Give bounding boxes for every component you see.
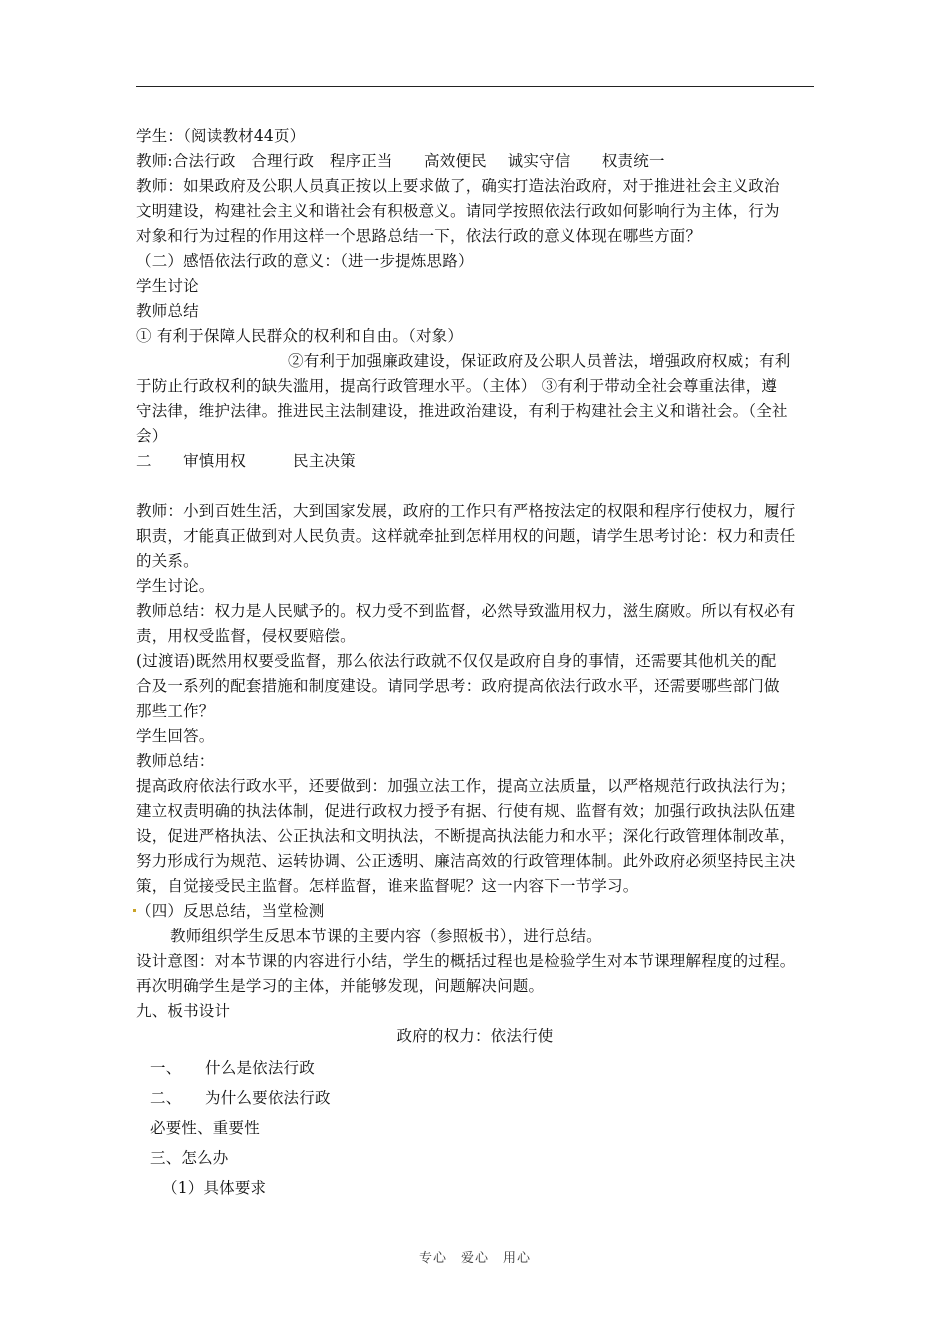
text-line: 合及一系列的配套措施和制度建设。请同学思考：政府提高依法行政水平，还需要哪些部门做: [136, 677, 780, 695]
text-line: 的关系。: [136, 552, 199, 570]
text-line: 职责，才能真正做到对人民负责。这样就牵扯到怎样用权的问题，请学生思考讨论：权力和责任: [136, 527, 796, 545]
text-line: 那些工作？: [136, 702, 215, 720]
text-line: 努力形成行为规范、运转协调、公正透明、廉洁高效的行政管理体制。此外政府必须坚持民主决: [136, 852, 796, 870]
header-rule: [136, 86, 814, 87]
text-line: 学生讨论: [136, 277, 199, 295]
section-heading: 二 审慎用权 民主决策: [136, 452, 356, 470]
outline-item: 二、 为什么要依法行政: [150, 1089, 331, 1107]
board-title: 政府的权力：依法行使: [396, 1027, 554, 1045]
text-line: ① 有利于保障人民群众的权利和自由。（对象）: [136, 327, 464, 345]
outline-item: 三、怎么办: [150, 1149, 229, 1167]
text-line: 教师总结: [136, 302, 199, 320]
text-line: 学生讨论。: [136, 577, 215, 595]
text-line: 教师：如果政府及公职人员真正按以上要求做了，确实打造法治政府，对于推进社会主义政治: [136, 177, 780, 195]
text-line: 教师总结：: [136, 752, 215, 770]
outline-item: 一、 什么是依法行政: [150, 1059, 315, 1077]
page-footer: 专心 爱心 用心: [418, 1251, 531, 1266]
text-line: 责，用权受监督，侵权要赔偿。: [136, 627, 356, 645]
section-heading: （二）感悟依法行政的意义：（进一步提炼思路）: [136, 252, 474, 270]
text-line: ②有利于加强廉政建设，保证政府及公职人员普法，增强政府权威；有利: [288, 352, 791, 370]
text-line: 再次明确学生是学习的主体，并能够发现，问题解决问题。: [136, 977, 545, 995]
text-line: 设，促进严格执法、公正执法和文明执法，不断提高执法能力和水平；深化行政管理体制改革，: [136, 827, 796, 845]
text-line: (过渡语)既然用权要受监督，那么依法行政就不仅仅是政府自身的事情，还需要其他机关的配: [136, 652, 777, 670]
outline-item: （1）具体要求: [162, 1179, 267, 1197]
text-line: 教师：小到百姓生活，大到国家发展，政府的工作只有严格按法定的权限和程序行使权力，履行: [136, 502, 796, 520]
text-line: 建立权责明确的执法体制，促进行政权力授予有据、行使有规、监督有效；加强行政执法队伍建: [136, 802, 796, 820]
text-line: 学生：（阅读教材44页）: [136, 127, 306, 145]
text-line: 于防止行政权利的缺失滥用，提高行政管理水平。（主体） ③有利于带动全社会尊重法律，遵: [136, 377, 778, 395]
text-line: 守法律，维护法律。推进民主法制建设，推进政治建设，有利于构建社会主义和谐社会。（全社: [136, 402, 788, 420]
text-line: 设计意图：对本节课的内容进行小结，学生的概括过程也是检验学生对本节课理解程度的过程。: [136, 952, 796, 970]
section-heading: （四）反思总结，当堂检测: [136, 902, 325, 920]
text-line: 策，自觉接受民主监督。怎样监督，谁来监督呢？这一内容下一节学习。: [136, 877, 639, 895]
outline-item: 必要性、重要性: [150, 1119, 260, 1137]
text-line: 对象和行为过程的作用这样一个思路总结一下，依法行政的意义体现在哪些方面？: [136, 227, 702, 245]
text-line: 教师组织学生反思本节课的主要内容（参照板书），进行总结。: [170, 927, 602, 945]
text-line: 学生回答。: [136, 727, 215, 745]
text-line: 教师总结：权力是人民赋予的。权力受不到监督，必然导致滥用权力，滋生腐败。所以有权必有: [136, 602, 796, 620]
text-line: 会）: [136, 427, 168, 445]
text-line: 文明建设，构建社会主义和谐社会有积极意义。请同学按照依法行政如何影响行为主体，行为: [136, 202, 780, 220]
speck-mark: [133, 909, 136, 912]
section-heading: 九、板书设计: [136, 1002, 231, 1020]
text-line: 提高政府依法行政水平，还要做到：加强立法工作，提高立法质量，以严格规范行政执法行为；: [136, 777, 796, 795]
text-line: 教师:合法行政 合理行政 程序正当 高效便民 诚实守信 权责统一: [136, 152, 665, 170]
